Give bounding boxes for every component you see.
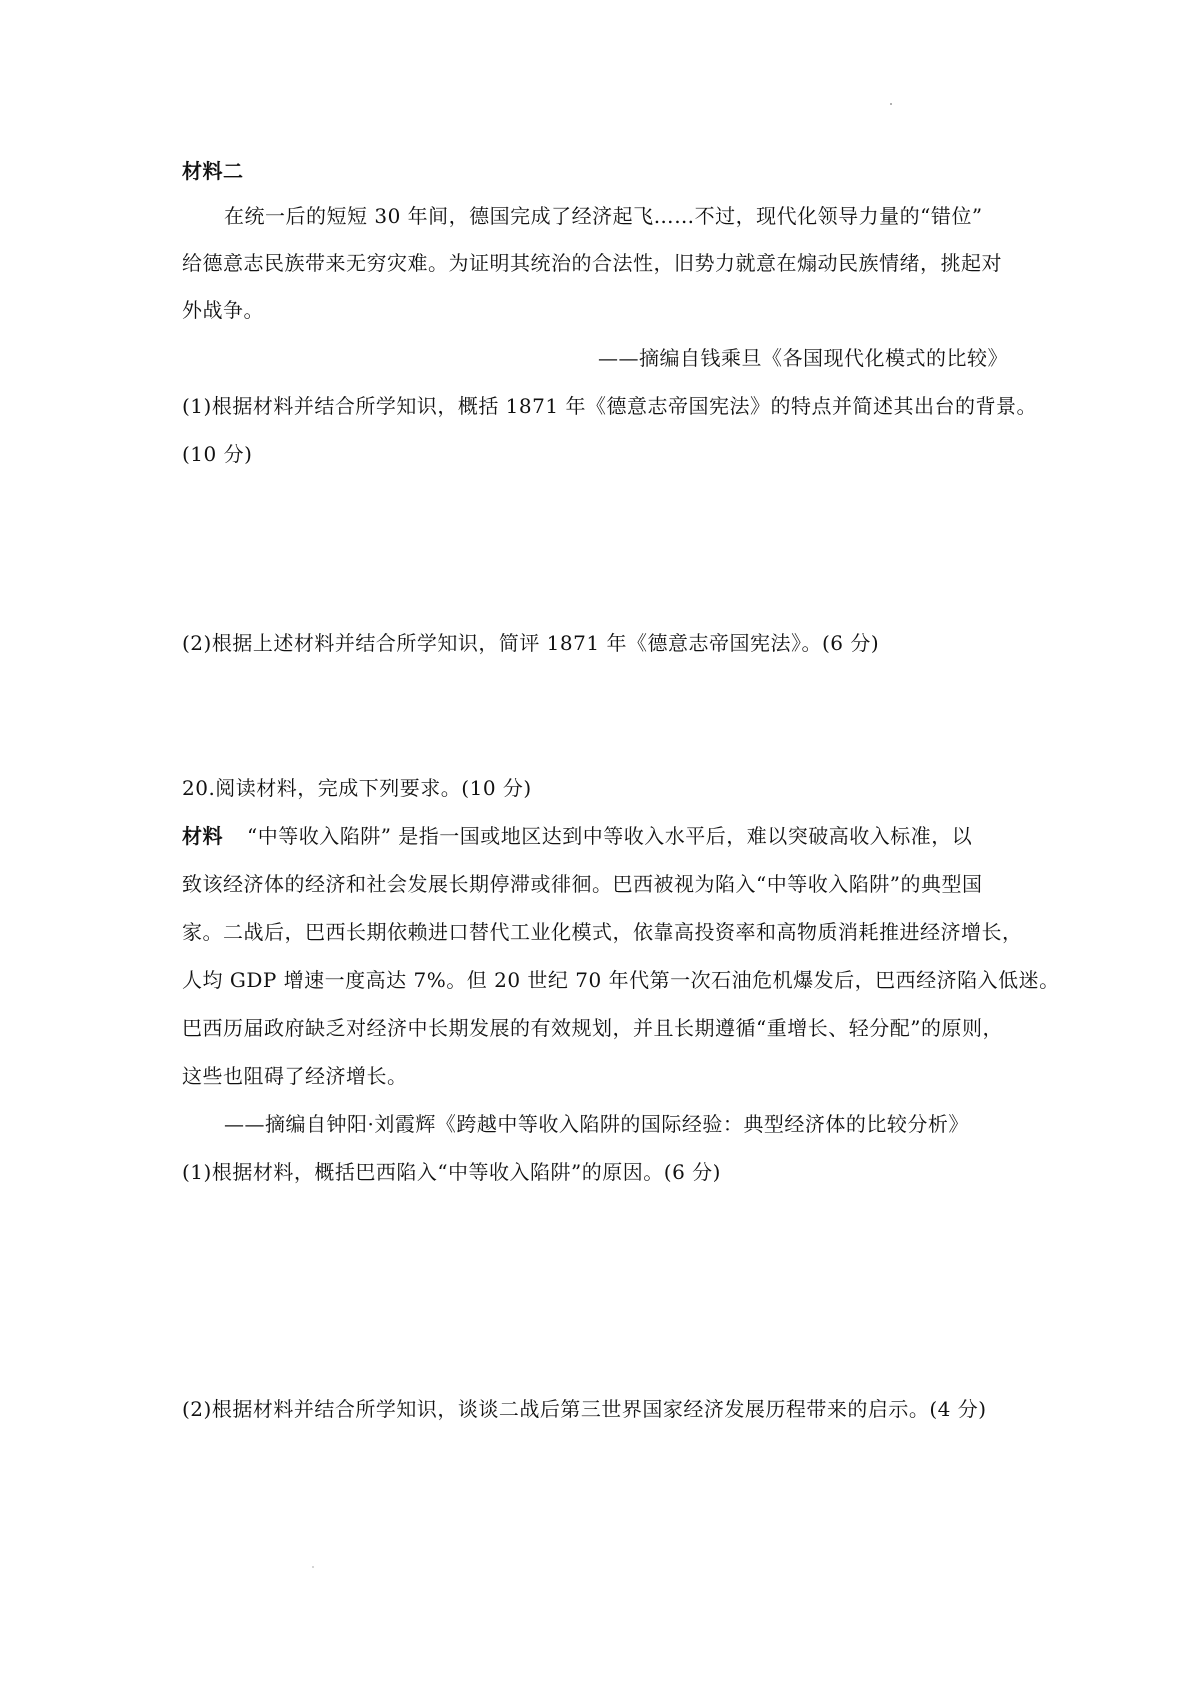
question-20-material-line-2: 致该经济体的经济和社会发展长期停滞或徘徊。巴西被视为陷入“中等收入陷阱”的典型国	[182, 872, 983, 896]
question-20-material-line-5: 巴西历届政府缺乏对经济中长期发展的有效规划，并且长期遵循“重增长、轻分配”的原则，	[182, 1016, 1003, 1040]
question-20-2: (2)根据材料并结合所学知识，谈谈二战后第三世界国家经济发展历程带来的启示。(4 分)	[182, 1397, 987, 1421]
question-20-material-line-4: 人均 GDP 增速一度高达 7%。但 20 世纪 70 年代第一次石油危机爆发后，巴西经济陷入低迷。	[182, 968, 1060, 992]
material-2-line-1: 在统一后的短短 30 年间，德国完成了经济起飞……不过，现代化领导力量的“错位”	[224, 204, 983, 228]
scan-speck	[890, 103, 892, 105]
material-2-source: ——摘编自钱乘旦《各国现代化模式的比较》	[598, 346, 1008, 370]
question-20-material-line-1	[182, 822, 972, 850]
material-label: 材料	[182, 824, 223, 848]
question-19-2: (2)根据上述材料并结合所学知识，简评 1871 年《德意志帝国宪法》。(6 分)	[182, 631, 880, 655]
material-2-line-3: 外战争。	[182, 298, 264, 322]
question-19-1-score: (10 分)	[182, 442, 253, 466]
material-2-heading: 材料二	[182, 159, 244, 183]
question-19-1: (1)根据材料并结合所学知识，概括 1871 年《德意志帝国宪法》的特点并简述其出台的背景。	[182, 394, 1037, 418]
question-20-material-line-6: 这些也阻碍了经济增长。	[182, 1064, 408, 1088]
scan-speck	[312, 1566, 314, 1568]
question-20-title: 20.阅读材料，完成下列要求。(10 分)	[182, 776, 532, 800]
question-20-material-line-3: 家。二战后，巴西长期依赖进口替代工业化模式，依靠高投资率和高物质消耗推进经济增长，	[182, 920, 1023, 944]
material-text: “中等收入陷阱” 是指一国或地区达到中等收入水平后，难以突破高收入标准，以	[247, 824, 973, 848]
material-2-line-2: 给德意志民族带来无穷灾难。为证明其统治的合法性，旧势力就意在煽动民族情绪，挑起对	[182, 251, 1002, 275]
question-20-1: (1)根据材料，概括巴西陷入“中等收入陷阱”的原因。(6 分)	[182, 1160, 721, 1184]
question-20-source: ——摘编自钟阳·刘霞辉《跨越中等收入陷阱的国际经验：典型经济体的比较分析》	[224, 1112, 969, 1136]
